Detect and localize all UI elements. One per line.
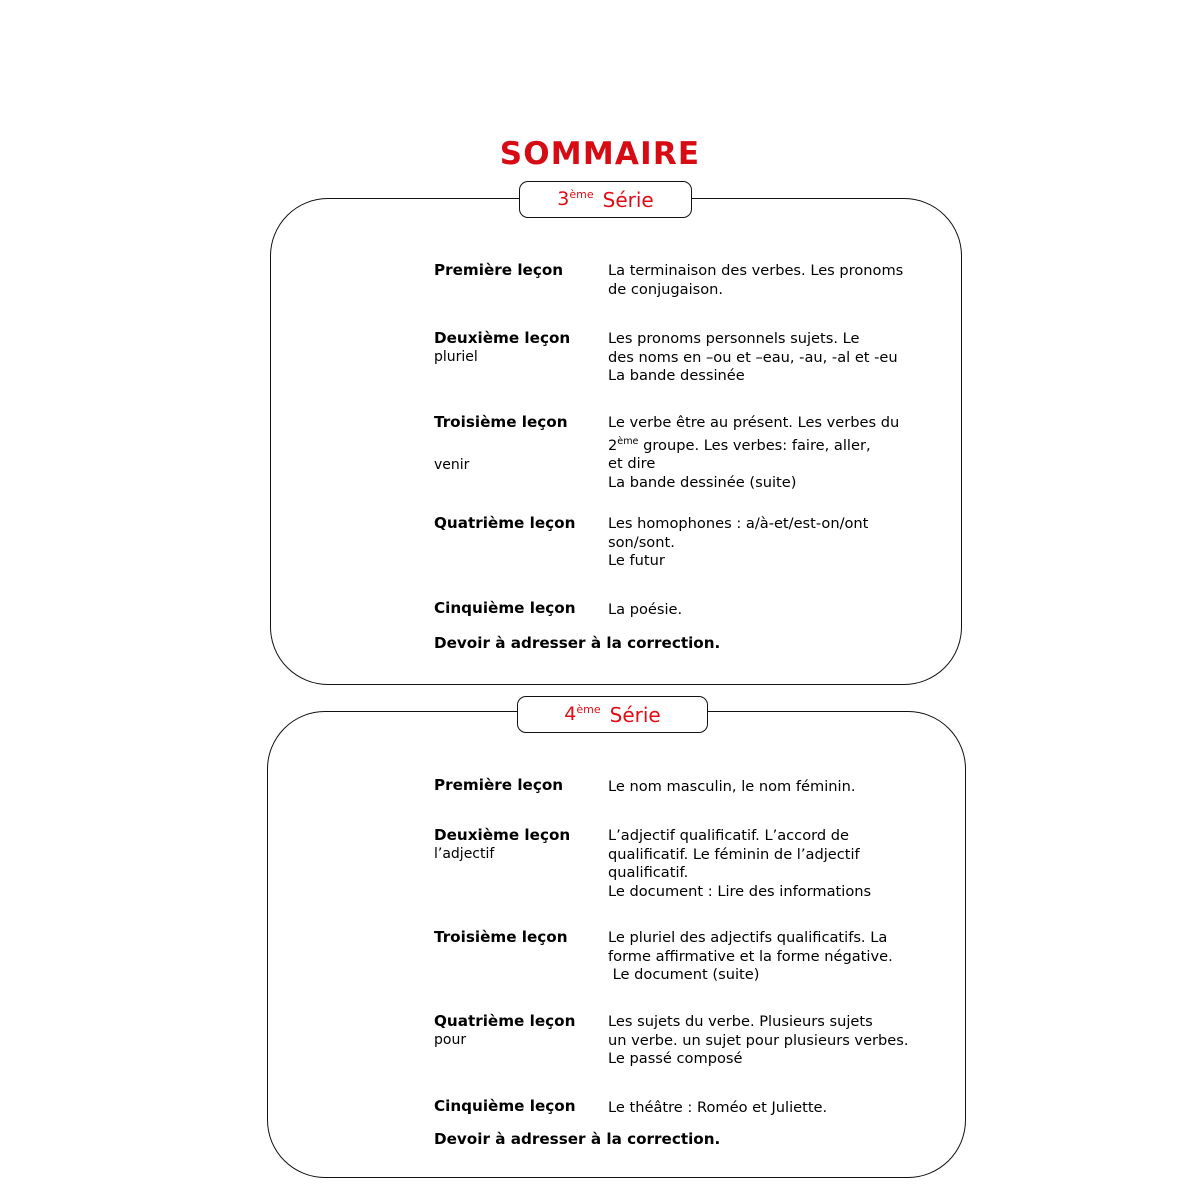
series-badge-2-ordinal: ème (576, 703, 601, 716)
lesson-label: Quatrième leçon (434, 1012, 576, 1030)
lesson-description: Les homophones : a/à-et/est-on/ont son/sont. Le futur (608, 515, 869, 570)
closing-note: Devoir à adresser à la correction. (434, 634, 721, 652)
closing-note: Devoir à adresser à la correction. (434, 1130, 721, 1148)
page-title: SOMMAIRE (499, 136, 701, 172)
lesson-label: Première leçon (434, 261, 564, 279)
lesson-description: Le nom masculin, le nom féminin. (608, 778, 856, 795)
lesson-label: Deuxième leçon (434, 826, 571, 844)
lesson-description: La poésie. (608, 601, 683, 618)
lesson-description: Le verbe être au présent. Les verbes du 2ème groupe. Les verbes: faire, aller, et dire La bande dessinée (suite) (608, 414, 900, 491)
lesson-label-continuation: venir (434, 457, 470, 473)
lesson-label: Troisième leçon (434, 413, 568, 431)
lesson-description: Le pluriel des adjectifs qualificatifs. La forme affirmative et la forme négative. Le document (suite) (608, 929, 893, 984)
series-badge-1 (519, 181, 692, 218)
series-badge-2 (517, 696, 708, 733)
lesson-description: Les sujets du verbe. Plusieurs sujets un verbe. un sujet pour plusieurs verbes. Le passé composé (608, 1013, 909, 1068)
lesson-description: Les pronoms personnels sujets. Le des noms en –ou et –eau, -au, -al et -eu La bande dessinée (608, 330, 898, 385)
lesson-label: Quatrième leçon (434, 514, 576, 532)
series-badge-1-word: Série (602, 187, 654, 212)
series-badge-2-number: 4 (564, 703, 577, 725)
lesson-label-continuation: pluriel (434, 349, 478, 365)
series-badge-1-ordinal: ème (569, 188, 594, 201)
lesson-label: Deuxième leçon (434, 329, 571, 347)
lesson-description: La terminaison des verbes. Les pronoms de conjugaison. (608, 262, 904, 298)
lesson-label: Troisième leçon (434, 928, 568, 946)
lesson-label: Cinquième leçon (434, 1097, 576, 1115)
series-badge-1-number: 3 (557, 188, 570, 210)
lesson-label: Cinquième leçon (434, 599, 576, 617)
lesson-description: L’adjectif qualificatif. L’accord de qualificatif. Le féminin de l’adjectif qualificatif. Le document : Lire des informations (608, 827, 872, 900)
lesson-label-continuation: pour (434, 1032, 467, 1048)
lesson-description: Le théâtre : Roméo et Juliette. (608, 1099, 828, 1116)
lesson-label-continuation: l’adjectif (434, 846, 495, 862)
lesson-label: Première leçon (434, 776, 564, 794)
series-badge-2-word: Série (609, 702, 661, 727)
